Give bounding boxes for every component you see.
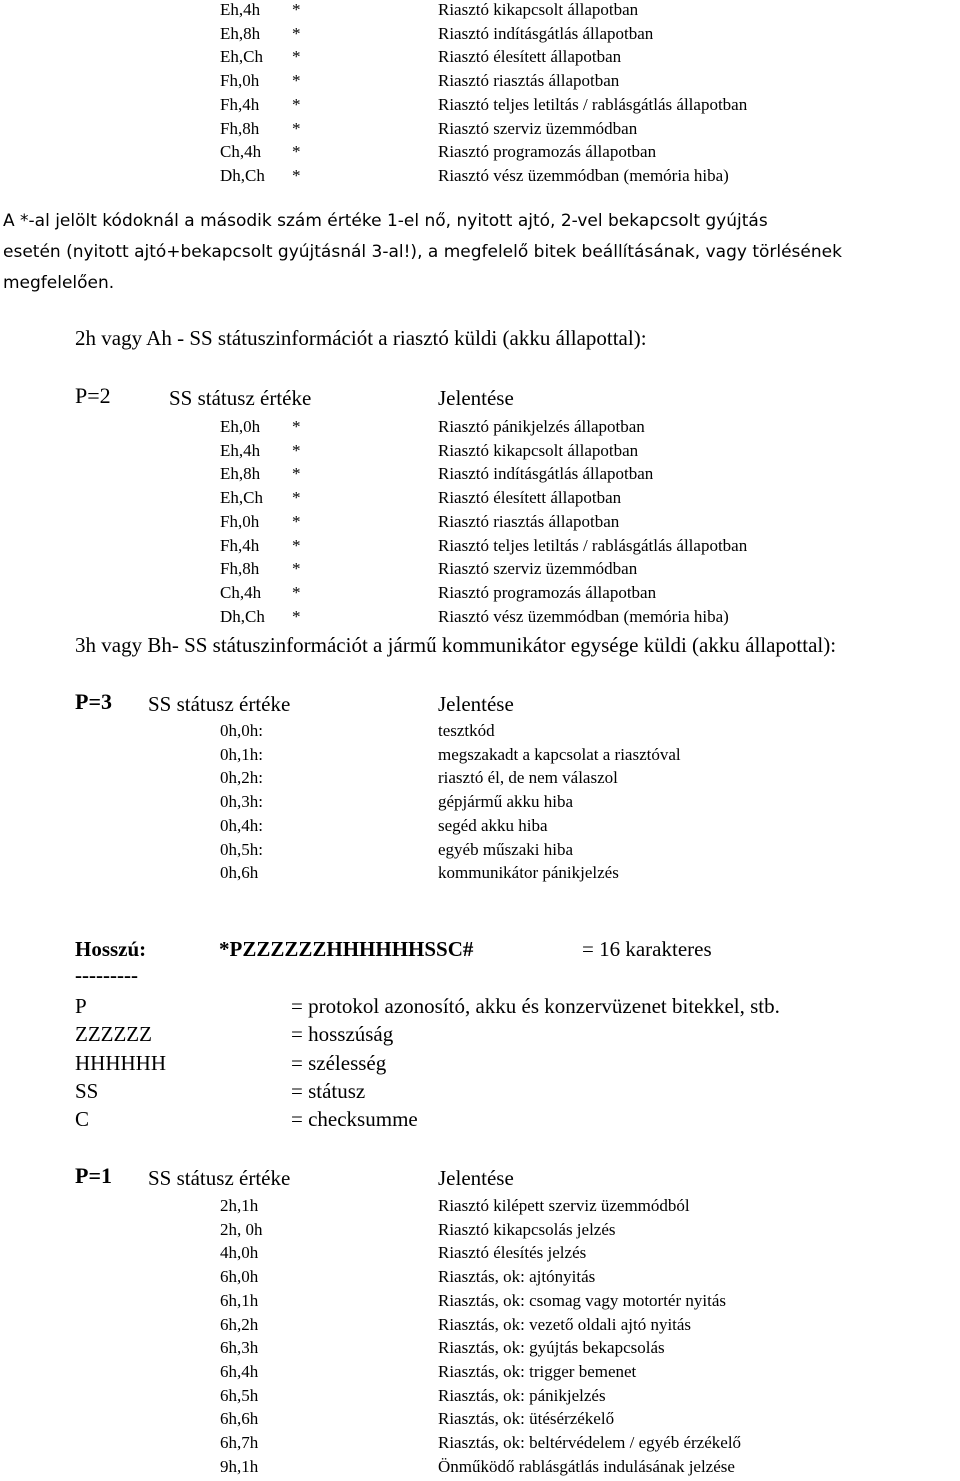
section2-p-label: P=2 [75, 383, 111, 408]
definition-key: C [75, 1107, 90, 1132]
star-marker: * [292, 464, 301, 484]
status-meaning: Riasztó indításgátlás állapotban [438, 23, 654, 43]
status-meaning: Riasztás, ok: ajtónyitás [438, 1267, 596, 1287]
table-row [0, 24, 960, 48]
note-line-2: esetén (nyitott ajtó+bekapcsolt gyújtásnál 3-al!), a megfelelő bitek beállításának, vagy törlésének [3, 242, 842, 262]
table-row [0, 840, 960, 864]
status-meaning: Önműködő rablásgátlás indulásának jelzése [438, 1456, 735, 1476]
star-marker: * [292, 142, 301, 162]
star-marker: * [292, 559, 301, 579]
status-meaning: Riasztó szerviz üzemmódban [438, 559, 638, 579]
status-meaning: Riasztó teljes letiltás / rablásgátlás állapotban [438, 535, 748, 555]
star-marker: * [292, 118, 301, 138]
status-meaning: Riasztó riasztás állapotban [438, 511, 620, 531]
table-row [0, 768, 960, 792]
section3-p-label: P=3 [75, 689, 112, 714]
length-label: Hosszú: [75, 937, 147, 961]
status-code: 6h,4h [220, 1361, 259, 1381]
star-marker: * [292, 23, 301, 43]
table-row [0, 816, 960, 840]
status-meaning: Riasztó riasztás állapotban [438, 71, 620, 91]
note-line-3: megfelelően. [3, 273, 115, 293]
status-code: Dh,Ch [220, 606, 265, 626]
status-meaning: Riasztó teljes letiltás / rablásgátlás állapotban [438, 94, 748, 114]
section3-intro: 3h vagy Bh- SS státuszinformációt a jármű kommunikátor egysége küldi (akku állapottal): [75, 633, 837, 657]
status-code: 0h,1h: [220, 744, 263, 764]
status-meaning: Riasztó programozás állapotban [438, 582, 657, 602]
table-row [0, 417, 960, 441]
status-meaning: Riasztó élesített állapotban [438, 488, 622, 508]
table-row [0, 0, 960, 24]
status-meaning: segéd akku hiba [438, 815, 548, 835]
star-marker: * [292, 71, 301, 91]
length-format: *PZZZZZZHHHHHHSSC# [219, 937, 474, 961]
status-meaning: Riasztó vész üzemmódban (memória hiba) [438, 606, 729, 626]
status-meaning: Riasztó vész üzemmódban (memória hiba) [438, 165, 729, 185]
star-marker: * [292, 535, 301, 555]
definition-key: ZZZZZZ [75, 1022, 152, 1047]
definition-key: SS [75, 1078, 99, 1103]
status-meaning: Riasztás, ok: gyújtás bekapcsolás [438, 1338, 665, 1358]
section3-col-meaning: Jelentése [438, 692, 514, 716]
status-meaning: Riasztás, ok: pánikjelzés [438, 1385, 606, 1405]
status-code: Eh,8h [220, 464, 261, 484]
table-row [0, 1315, 960, 1339]
status-meaning: riasztó él, de nem válaszol [438, 768, 618, 788]
table-row [0, 792, 960, 816]
table-row [0, 95, 960, 119]
status-code: Eh,8h [220, 23, 261, 43]
table-row [0, 1386, 960, 1410]
table-row [0, 71, 960, 95]
status-meaning: Riasztás, ok: vezető oldali ajtó nyitás [438, 1314, 692, 1334]
status-code: Dh,Ch [220, 165, 265, 185]
table-row [0, 464, 960, 488]
table-row [0, 1267, 960, 1291]
table-row [0, 745, 960, 769]
status-code: Ch,4h [220, 142, 262, 162]
table-row [0, 863, 960, 887]
status-meaning: megszakadt a kapcsolat a riasztóval [438, 744, 681, 764]
status-code: 4h,0h [220, 1243, 259, 1263]
table-row [0, 47, 960, 71]
status-meaning: Riasztó pánikjelzés állapotban [438, 417, 645, 436]
status-code: 0h,6h [220, 863, 259, 883]
star-marker: * [292, 94, 301, 114]
table-row [0, 1196, 960, 1220]
status-meaning: tesztkód [438, 721, 495, 740]
status-code: 2h, 0h [220, 1219, 263, 1239]
status-code: 0h,3h: [220, 792, 263, 812]
star-marker: * [292, 488, 301, 508]
status-meaning: Riasztó élesített állapotban [438, 47, 622, 67]
status-meaning: Riasztó kikapcsolt állapotban [438, 440, 639, 460]
status-meaning: egyéb műszaki hiba [438, 839, 574, 859]
status-code: 6h,2h [220, 1314, 259, 1334]
table-row [0, 1338, 960, 1362]
section1-p-label: P=1 [75, 1163, 112, 1188]
length-count: = 16 karakteres [582, 937, 712, 961]
status-meaning: Riasztó kikapcsolás jelzés [438, 1219, 616, 1239]
status-code: 6h,5h [220, 1385, 259, 1405]
status-code: Fh,0h [220, 71, 260, 91]
star-marker: * [292, 582, 301, 602]
status-code: 6h,0h [220, 1267, 259, 1287]
note-line-1: A *-al jelölt kódoknál a második szám értéke 1-el nő, nyitott ajtó, 2-vel bekapcsolt gyújtás [3, 211, 768, 231]
table-row [0, 559, 960, 583]
star-marker: * [292, 0, 301, 19]
table-row [0, 721, 960, 745]
status-meaning: Riasztó élesítés jelzés [438, 1243, 587, 1263]
status-code: Ch,4h [220, 582, 262, 602]
table-row [0, 1457, 960, 1481]
table-row [0, 1433, 960, 1457]
status-code: 9h,1h [220, 1456, 259, 1476]
section1-col-meaning: Jelentése [438, 1166, 514, 1190]
table-row [0, 583, 960, 607]
status-code: Eh,0h [220, 417, 261, 436]
definition-value: = hosszúság [291, 1022, 394, 1047]
status-meaning: kommunikátor pánikjelzés [438, 863, 619, 883]
status-code: Eh,4h [220, 0, 261, 19]
status-code: Fh,0h [220, 511, 260, 531]
status-code: Fh,8h [220, 118, 260, 138]
status-meaning: Riasztás, ok: csomag vagy motortér nyitás [438, 1290, 726, 1310]
table-row [0, 536, 960, 560]
status-meaning: Riasztó kikapcsolt állapotban [438, 0, 639, 19]
definition-key: P [75, 994, 87, 1018]
star-marker: * [292, 47, 301, 67]
star-marker: * [292, 417, 301, 436]
star-marker: * [292, 606, 301, 626]
status-code: 0h,0h: [220, 721, 263, 740]
table-row [0, 1362, 960, 1386]
table-row [0, 166, 960, 190]
status-code: Eh,Ch [220, 47, 263, 67]
star-marker: * [292, 511, 301, 531]
table-row [0, 1243, 960, 1267]
status-meaning: Riasztás, ok: trigger bemenet [438, 1361, 637, 1381]
status-meaning: Riasztó szerviz üzemmódban [438, 118, 638, 138]
status-meaning: Riasztás, ok: beltérvédelem / egyéb érzékelő [438, 1433, 742, 1452]
status-code: 0h,2h: [220, 768, 263, 788]
status-code: Eh,4h [220, 440, 261, 460]
status-meaning: Riasztás, ok: ütésérzékelő [438, 1409, 615, 1429]
length-separator: --------- [75, 963, 138, 987]
status-code: 6h,6h [220, 1409, 259, 1429]
status-code: Fh,4h [220, 94, 260, 114]
star-marker: * [292, 165, 301, 185]
status-meaning: Riasztó programozás állapotban [438, 142, 657, 162]
status-code: 6h,3h [220, 1338, 259, 1358]
definition-value: = checksumme [291, 1107, 418, 1132]
status-code: 0h,5h: [220, 839, 263, 859]
table-row [0, 441, 960, 465]
status-code: Fh,8h [220, 559, 260, 579]
status-code: 0h,4h: [220, 815, 263, 835]
status-code: Eh,Ch [220, 488, 263, 508]
table-row [0, 1291, 960, 1315]
section1-col-ss: SS státusz értéke [148, 1166, 291, 1190]
status-meaning: gépjármű akku hiba [438, 792, 574, 812]
status-code: 6h,7h [220, 1433, 259, 1452]
section2-col-meaning: Jelentése [438, 386, 514, 410]
table-row [0, 512, 960, 536]
status-code: 6h,1h [220, 1290, 259, 1310]
definition-value: = státusz [291, 1078, 366, 1103]
section3-col-ss: SS státusz értéke [148, 692, 291, 716]
status-meaning: Riasztó kilépett szerviz üzemmódból [438, 1196, 690, 1215]
table-row [0, 1409, 960, 1433]
status-code: Fh,4h [220, 535, 260, 555]
table-row [0, 607, 960, 631]
section2-col-ss: SS státusz értéke [169, 386, 312, 410]
definition-value: = szélesség [291, 1050, 387, 1075]
table-row [0, 142, 960, 166]
definition-key: HHHHHH [75, 1050, 166, 1075]
status-meaning: Riasztó indításgátlás állapotban [438, 464, 654, 484]
definition-value: = protokol azonosító, akku és konzervüzenet bitekkel, stb. [291, 994, 780, 1018]
table-row [0, 1220, 960, 1244]
status-code: 2h,1h [220, 1196, 259, 1215]
table-row [0, 488, 960, 512]
section2-intro: 2h vagy Ah - SS státuszinformációt a riasztó küldi (akku állapottal): [75, 326, 647, 350]
star-marker: * [292, 440, 301, 460]
table-row [0, 119, 960, 143]
